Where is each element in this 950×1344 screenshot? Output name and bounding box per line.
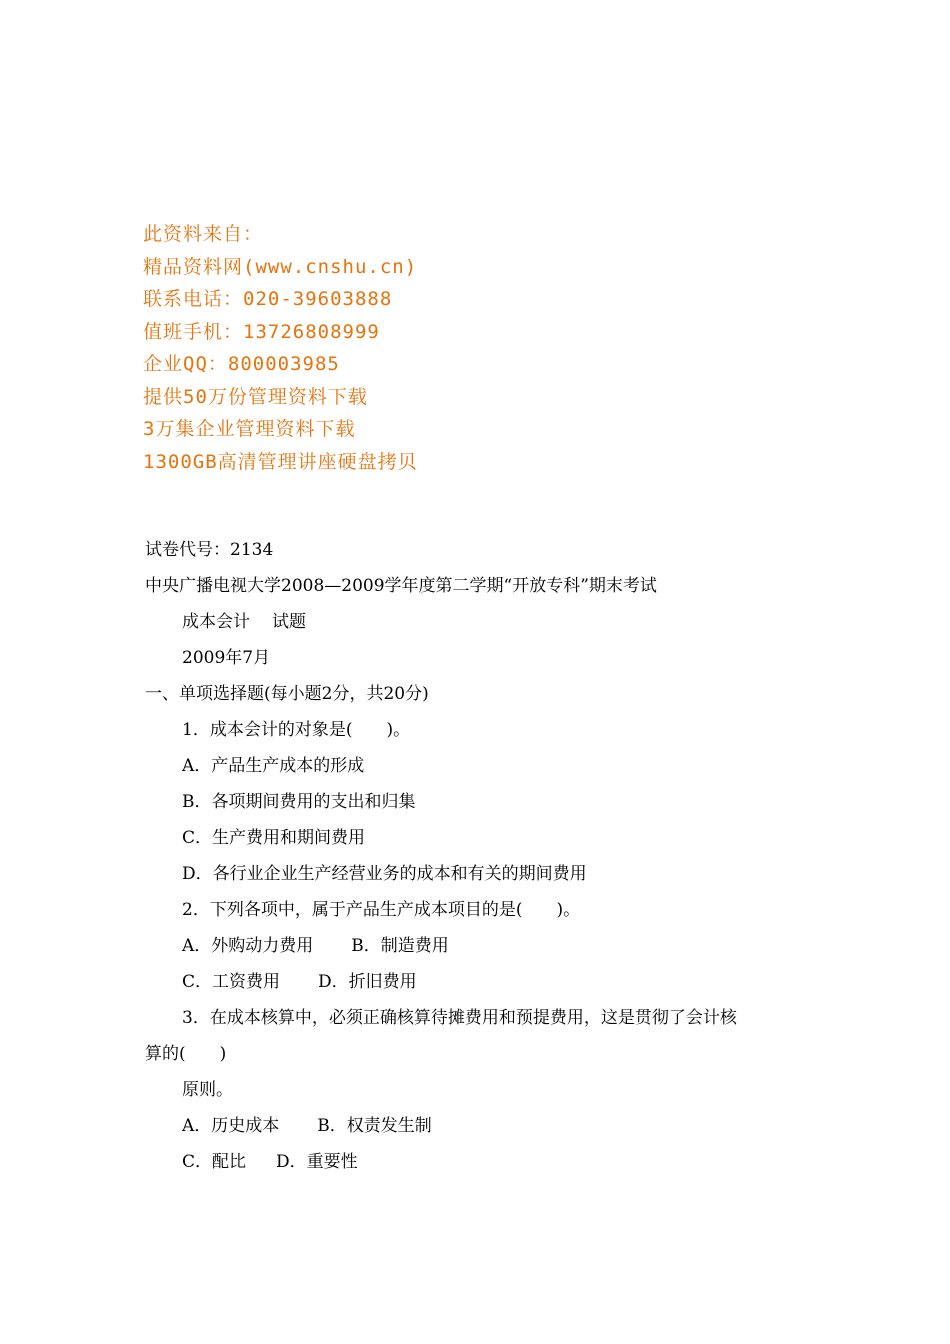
option: A．历史成本 — [182, 1116, 280, 1136]
promo-line: 企业QQ：800003985 — [143, 353, 340, 375]
option: B．各项期间费用的支出和归集 — [182, 792, 416, 812]
question-stem: 2．下列各项中，属于产品生产成本项目的是( )。 — [182, 900, 581, 920]
exam-code: 试卷代号：2134 — [145, 540, 274, 560]
exam-header: 中央广播电视大学2008—2009学年度第二学期“开放专科”期末考试 — [145, 576, 657, 596]
question-stem: 1．成本会计的对象是( )。 — [182, 720, 411, 740]
promo-block — [143, 218, 418, 478]
promo-line: 值班手机：13726808999 — [143, 320, 380, 343]
section-title: 一、单项选择题(每小题2分，共20分) — [145, 684, 429, 704]
exam-subject-line — [145, 604, 815, 640]
promo-line: 此资料来自： — [143, 223, 264, 245]
exam-subject-suffix: 试题 — [272, 612, 306, 632]
option: C．生产费用和期间费用 — [182, 828, 366, 848]
question-stem-continued: 算的( ) — [145, 1044, 227, 1064]
promo-line: 提供50万份管理资料下载 — [143, 385, 368, 408]
option: D．各行业企业生产经营业务的成本和有关的期间费用 — [182, 864, 587, 884]
option: C．配比 — [182, 1152, 247, 1172]
option-row — [145, 1144, 815, 1180]
option: D．重要性 — [276, 1152, 358, 1172]
option: C．工资费用 — [182, 972, 281, 992]
exam-subject: 成本会计 — [182, 612, 250, 632]
option: A．产品生产成本的形成 — [182, 756, 365, 776]
promo-line: 联系电话：020-39603888 — [143, 288, 393, 310]
exam-body — [145, 532, 815, 1180]
option: D．折旧费用 — [318, 972, 417, 992]
option: B．制造费用 — [351, 936, 449, 956]
question-stem-continued: 原则。 — [182, 1080, 233, 1100]
option-row — [145, 964, 815, 1000]
option-row — [145, 928, 815, 964]
option: B．权责发生制 — [317, 1116, 432, 1136]
promo-line: 3万集企业管理资料下载 — [143, 418, 356, 440]
question-stem: 3．在成本核算中，必须正确核算待摊费用和预提费用，这是贯彻了会计核 — [182, 1008, 737, 1028]
promo-line: 1300GB高清管理讲座硬盘拷贝 — [143, 450, 418, 473]
promo-line: 精品资料网(www.cnshu.cn) — [143, 255, 418, 278]
exam-date: 2009年7月 — [182, 648, 271, 668]
option-row — [145, 1108, 815, 1144]
option: A．外购动力费用 — [182, 936, 314, 956]
